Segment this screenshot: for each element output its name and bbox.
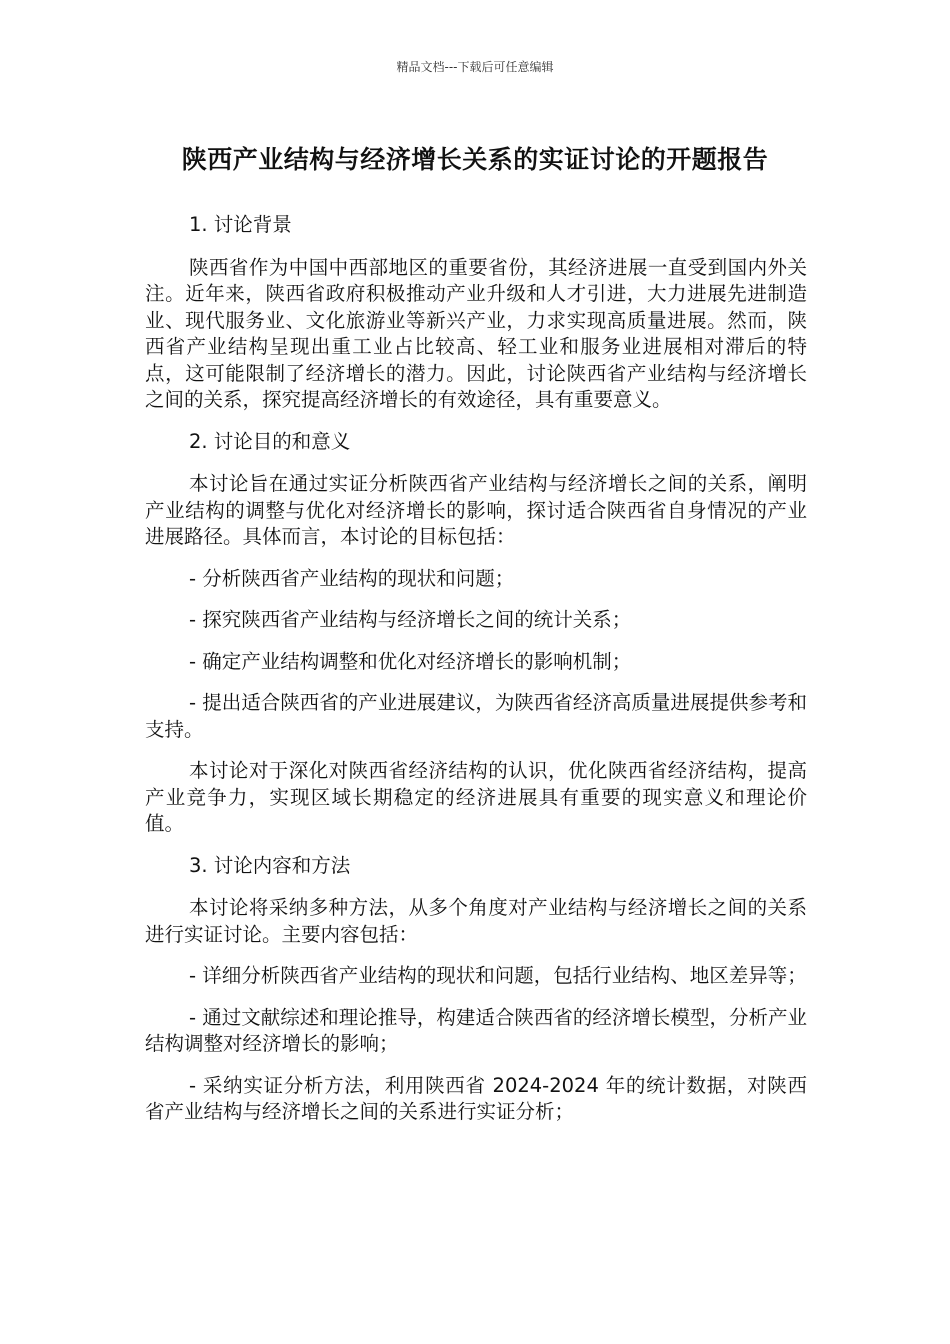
document-body (145, 212, 807, 1141)
page-header-note: 精品文档---下载后可任意编辑 (396, 60, 554, 74)
document-title: 陕西产业结构与经济增长关系的实证讨论的开题报告 (181, 145, 769, 174)
list-item-content-3: - 采纳实证分析方法，利用陕西省 2024-2024 年的统计数据，对陕西省产业结构与经济增长之间的关系进行实证分析； (145, 1073, 807, 1123)
list-item-goal-1: - 分析陕西省产业结构的现状和问题； (189, 566, 515, 590)
paragraph-purpose-intro: 本讨论旨在通过实证分析陕西省产业结构与经济增长之间的关系，阐明产业结构的调整与优化对经济增长的影响，探讨适合陕西省自身情况的产业进展路径。具体而言，本讨论的目标包括： (145, 472, 807, 548)
paragraph-significance: 本讨论对于深化对陕西省经济结构的认识，优化陕西省经济结构，提高产业竞争力，实现区域长期稳定的经济进展具有重要的现实意义和理论价值。 (145, 759, 807, 835)
section-heading-background: 1. 讨论背景 (189, 213, 292, 236)
list-item-goal-4: - 提出适合陕西省的产业进展建议，为陕西省经济高质量进展提供参考和支持。 (145, 691, 807, 741)
paragraph-background: 陕西省作为中国中西部地区的重要省份，其经济进展一直受到国内外关注。近年来，陕西省政府积极推动产业升级和人才引进，大力进展先进制造业、现代服务业、文化旅游业等新兴产业，力求实现高质量进展。然而，陕西省产业结构呈现出重工业占比较高、轻工业和服务业进展相对滞后的特点，这可能限制了经济增长的潜力。因此，讨论陕西省产业结构与经济增长之间的关系，探究提高经济增长的有效途径，具有重要意义。 (145, 255, 807, 411)
section-heading-purpose: 2. 讨论目的和意义 (189, 429, 351, 453)
list-item-goal-2: - 探究陕西省产业结构与经济增长之间的统计关系； (189, 608, 632, 631)
list-item-content-1: - 详细分析陕西省产业结构的现状和问题，包括行业结构、地区差异等； (189, 964, 807, 987)
paragraph-methods-intro: 本讨论将采纳多种方法，从多个角度对产业结构与经济增长之间的关系进行实证讨论。主要内容包括： (145, 896, 807, 946)
list-item-content-2: - 通过文献综述和理论推导，构建适合陕西省的经济增长模型，分析产业结构调整对经济增长的影响； (145, 1005, 807, 1055)
section-heading-content-methods: 3. 讨论内容和方法 (189, 853, 351, 877)
list-item-goal-3: - 确定产业结构调整和优化对经济增长的影响机制； (189, 649, 632, 673)
